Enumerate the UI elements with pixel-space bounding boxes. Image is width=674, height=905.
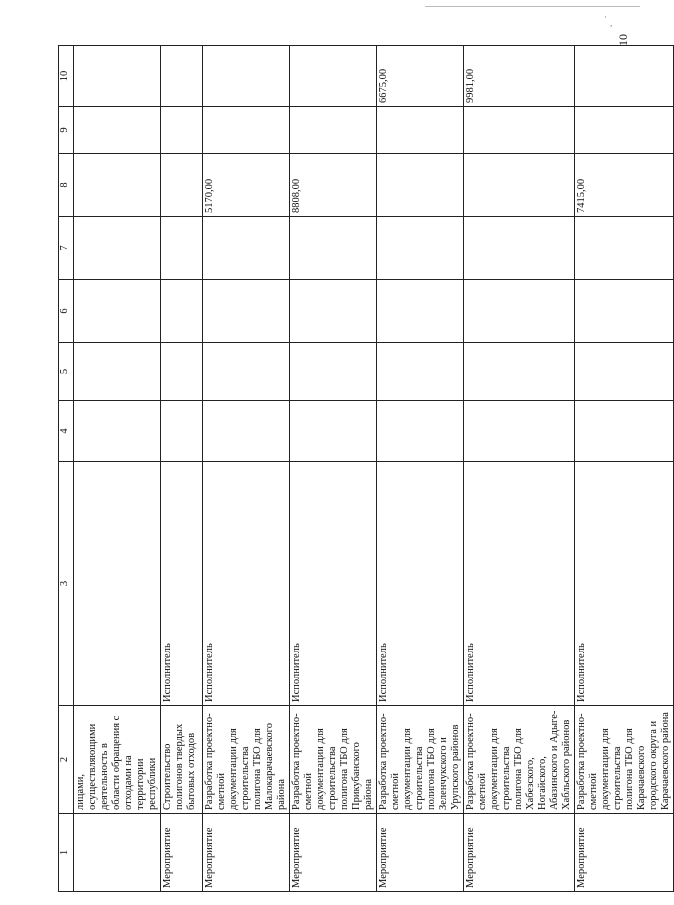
value-cell [377,107,464,154]
row-name: Разработка проектно-сметной документации для строительства полигона ТБО для Хабезского, Ногайского, Абазинского и Адыге-Хабльского районов [464,706,575,814]
column-number: 4 [59,401,74,462]
value-cell [377,217,464,280]
value-cell [74,107,161,154]
value-cell [74,343,161,401]
row-executor: Исполнитель [464,462,575,706]
value-cell: 7415,00 [575,154,674,217]
value-cell [203,46,290,107]
column-number: 10 [59,46,74,107]
table-row [161,46,203,892]
value-cell [377,401,464,462]
row-executor: Исполнитель [203,462,290,706]
value-cell [464,154,575,217]
row-name: Разработка проектно-сметной документации для строительства полигона ТБО для Зеленчукского и Урупского районов [377,706,464,814]
row-executor: Исполнитель [290,462,377,706]
value-cell [203,401,290,462]
value-cell [575,401,674,462]
value-cell [575,107,674,154]
value-cell [203,217,290,280]
value-cell [290,401,377,462]
row-type: Мероприятие [464,814,575,892]
value-cell [161,280,203,343]
column-number: 9 [59,107,74,154]
column-number: 3 [59,462,74,706]
value-cell [377,343,464,401]
value-cell [203,107,290,154]
row-type: Мероприятие [290,814,377,892]
value-cell [290,46,377,107]
value-cell [74,154,161,217]
value-cell [74,401,161,462]
value-cell [377,154,464,217]
row-name: Разработка проектно-сметной документации для строительства полигона ТБО для Прикубанского района [290,706,377,814]
row-name: Строительство полигонов твердых бытовых отходов [161,706,203,814]
row-type [74,814,161,892]
top-scan-rule [425,6,640,7]
row-type: Мероприятие [161,814,203,892]
scan-speck: · [604,12,607,22]
value-cell [161,154,203,217]
value-cell [203,343,290,401]
value-cell [74,217,161,280]
value-cell [290,280,377,343]
value-cell [377,280,464,343]
row-name: Разработка проектно-сметной документации для строительства полигона ТБО для Карачаевского городского округа и Карачаевского района [575,706,674,814]
value-cell [161,107,203,154]
row-type: Мероприятие [377,814,464,892]
value-cell [203,280,290,343]
row-executor: Исполнитель [377,462,464,706]
value-cell [290,217,377,280]
value-cell [74,46,161,107]
column-number: 7 [59,217,74,280]
value-cell [575,280,674,343]
value-cell [464,107,575,154]
column-number-row [59,46,74,892]
row-type: Мероприятие [203,814,290,892]
value-cell [464,280,575,343]
page-number: 10 [616,34,630,46]
value-cell [575,343,674,401]
table-row [377,46,464,892]
value-cell: 5170,00 [203,154,290,217]
value-cell [290,107,377,154]
table-row [575,46,674,892]
value-cell [74,280,161,343]
row-name: Разработка проектно-сметной документации для строительства полигона ТБО для Малокарачаевского района [203,706,290,814]
column-number: 5 [59,343,74,401]
value-cell [464,217,575,280]
row-executor: Исполнитель [575,462,674,706]
row-executor [74,462,161,706]
table-row [290,46,377,892]
value-cell [161,401,203,462]
column-number: 8 [59,154,74,217]
column-number: 6 [59,280,74,343]
value-cell [575,46,674,107]
column-number: 2 [59,706,74,814]
value-cell: 6675,00 [377,46,464,107]
value-cell [161,343,203,401]
program-table [58,45,674,892]
value-cell [290,343,377,401]
value-cell: 8808,00 [290,154,377,217]
table-row [464,46,575,892]
value-cell [464,401,575,462]
column-number: 1 [59,814,74,892]
value-cell [464,343,575,401]
value-cell [575,217,674,280]
table-row [74,46,161,892]
row-type: Мероприятие [575,814,674,892]
row-name: лицами, осуществляющими деятельность в области обращения с отходами на территории республики [74,706,161,814]
value-cell [161,217,203,280]
scan-speck: , [610,18,613,28]
value-cell [161,46,203,107]
row-executor: Исполнитель [161,462,203,706]
rotated-table-wrapper [58,46,671,892]
table-row [203,46,290,892]
value-cell: 9981,00 [464,46,575,107]
